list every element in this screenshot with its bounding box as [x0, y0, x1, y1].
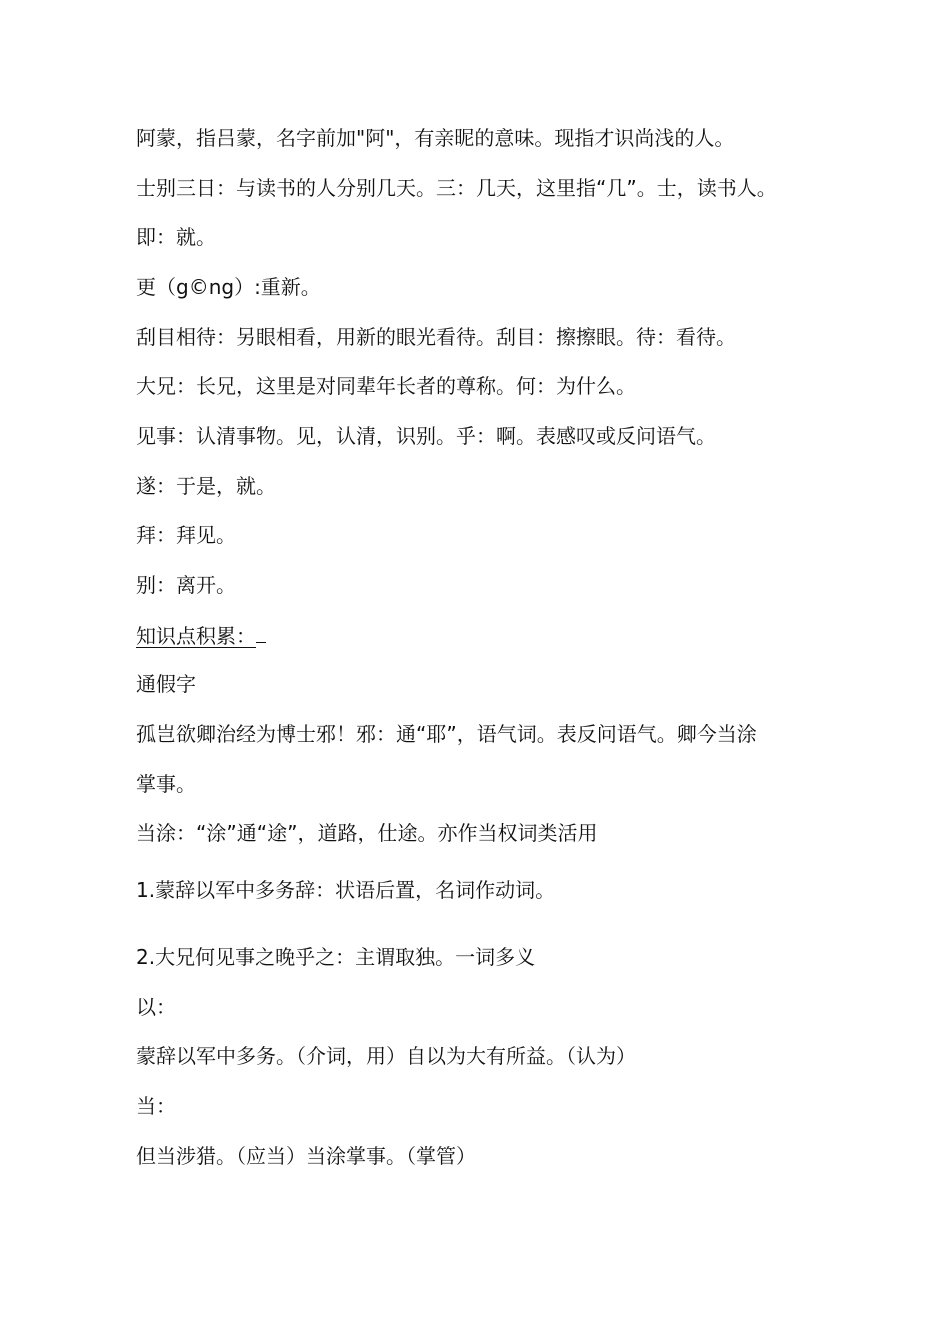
heading-underline-extension	[256, 622, 266, 643]
note-shi-bie-san-ri: 士别三日：与读书的人分别几天。三：几天，这里指“几”。士，读书人。	[136, 176, 777, 200]
polysemy-examples-yi: 蒙辞以军中多务。（介词，用）自以为大有所益。（认为）	[136, 1044, 636, 1068]
note-ji: 即：就。	[136, 225, 216, 249]
grammar-item-2: 2.大兄何见事之晚乎之：主谓取独。一词多义	[136, 945, 536, 969]
polysemy-word-yi: 以：	[136, 995, 176, 1019]
note-bai: 拜：拜见。	[136, 523, 236, 547]
note-a-meng: 阿蒙，指吕蒙，名字前加"阿"，有亲昵的意味。现指才识尚浅的人。	[136, 126, 735, 150]
section-heading-text: 知识点积累：	[136, 624, 256, 648]
tongjiazi-line-2: 掌事。	[136, 772, 196, 796]
grammar-item-1: 1.蒙辞以军中多务辞：状语后置，名词作动词。	[136, 878, 556, 902]
note-da-xiong: 大兄：长兄，这里是对同辈年长者的尊称。何：为什么。	[136, 374, 636, 398]
section-heading	[136, 622, 266, 649]
tongjiazi-line-3: 当涂：“涂”通“途”，道路，仕途。亦作当权词类活用	[136, 821, 598, 845]
tongjiazi-title: 通假字	[136, 672, 196, 696]
tongjiazi-line-1: 孤岂欲卿治经为博士邪！邪：通“耶”，语气词。表反问语气。卿今当涂	[136, 722, 757, 746]
note-jian-shi: 见事：认清事物。见，认清，识别。乎：啊。表感叹或反问语气。	[136, 424, 716, 448]
polysemy-examples-dang: 但当涉猎。（应当）当涂掌事。（掌管）	[136, 1144, 476, 1168]
note-sui: 遂：于是，就。	[136, 474, 276, 498]
note-geng: 更（g©ng）:重新。	[136, 275, 321, 299]
note-bie: 别：离开。	[136, 573, 236, 597]
polysemy-word-dang: 当：	[136, 1094, 176, 1118]
note-gua-mu-xiang-dai: 刮目相待：另眼相看，用新的眼光看待。刮目：擦擦眼。待：看待。	[136, 325, 736, 349]
